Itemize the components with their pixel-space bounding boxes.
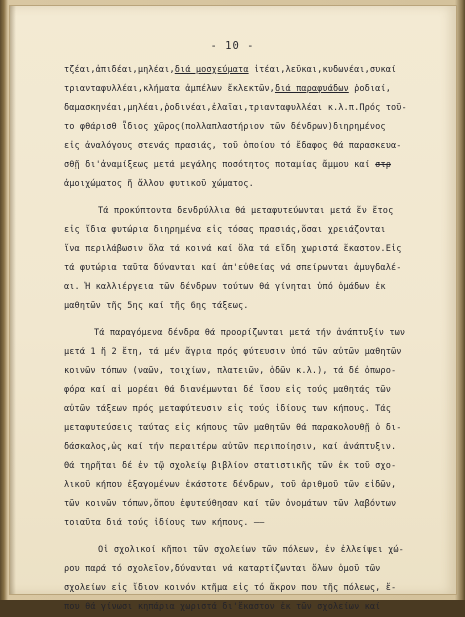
text-segment: ἀμοιχώματος ἤ ἄλλου φυτικοῦ χώματος. (64, 179, 254, 189)
text-line (64, 400, 444, 419)
text-segment: τριανταφυλλέαι,κλήματα ἀμπέλων ἔκλεκτῶν, (64, 84, 275, 94)
text-line (64, 419, 444, 438)
text-line (64, 598, 444, 617)
text-segment: αὐτῶν τάξεων πρός μεταφύτευσιν εἰς τούς ἰδίους των κήπους. Τάς (64, 404, 391, 414)
text-line (64, 278, 444, 297)
text-line (64, 438, 444, 457)
text-segment: Τά παραγόμενα δένδρα θά προορίζωνται μετά τήν ἀνάπτυξίν των (94, 328, 406, 338)
text-line (64, 476, 444, 495)
text-segment: δαμασκηνέαι,μηλέαι,ῥοδινέαι,ἐλαῖαι,τριανταφυλλέαι κ.λ.π.Πρός τοῦ- (64, 103, 407, 113)
text-segment: Τά προκύπτοντα δενδρύλλια θά μεταφυτεύωνται μετά ἕν ἔτος (98, 206, 394, 216)
text-segment: ρου παρά τό σχολεῖον,δύνανται νά καταρτίζωνται ὅλων ὁμοῦ τῶν (64, 564, 381, 574)
text-segment: ἰτέαι,λεῦκαι,κυδωνέαι,συκαί (248, 65, 397, 75)
paragraph-gap (64, 194, 444, 202)
text-segment: ῥοδιαί, (348, 84, 392, 94)
text-segment: φόρα καί αἱ μορέαι θά διανέμωνται δέ ἴσου εἰς τούς μαθητάς τῶν (64, 385, 391, 395)
binding-shadow (10, 6, 16, 594)
text-line (64, 324, 444, 343)
text-segment: εἰς ἀναλόγους στενάς πρασιάς, τοῦ ὁποίου τό ἔδαφος θά παρασκευα- (64, 141, 402, 151)
text-segment: τά φυτώρια ταῦτα δύνανται καί ἀπ'εὐθείας νά σπείρωνται ἀμυγδαλέ- (64, 263, 402, 273)
text-line (64, 560, 444, 579)
document-body (64, 61, 444, 617)
paragraph-gap (64, 533, 444, 541)
text-segment: μαθητῶν τῆς 5ης καί τῆς 6ης τάξεως. (64, 301, 249, 311)
text-line (64, 202, 444, 221)
text-segment: μεταφυτεύσεις ταύτας εἰς κήπους τῶν μαθητῶν θά παρακολουθῇ ὁ δι- (64, 423, 402, 433)
text-line (64, 156, 444, 175)
text-line (64, 61, 444, 80)
underlined-text: διά παραφυάδων (274, 84, 349, 94)
text-segment: δάσκαλος,ὡς καί τήν περαιτέρω αὐτῶν περιποίησιν, καί ἀνάπτυξιν. (64, 442, 397, 452)
underlined-text: διά μοσχεύματα (174, 65, 249, 75)
text-line (64, 99, 444, 118)
text-line (64, 137, 444, 156)
text-segment: Θά τηρῆται δέ ἐν τῷ σχολείῳ βιβλίον στατιστικῆς τῶν ἐκ τοῦ σχο- (64, 461, 397, 471)
text-segment: τζέαι,ἀπιδέαι,μηλέαι, (64, 65, 175, 75)
page-number: - 10 - (210, 40, 255, 52)
text-line (64, 514, 444, 533)
text-segment: κοινῶν τόπων (ναῶν, τοιχίων, πλατειῶν, ὁδῶν κ.λ.), τά δέ ὀπωρο- (64, 366, 397, 376)
text-segment: τοιαῦτα διά τούς ἰδίους των κήπους. —— (64, 518, 265, 528)
text-line (64, 457, 444, 476)
text-line (64, 297, 444, 316)
text-line (64, 118, 444, 137)
text-segment: μετά 1 ἤ 2 ἔτη, τά μέν ἄγρια πρός φύτευσιν ὑπό τῶν αὐτῶν μαθητῶν (64, 347, 402, 357)
text-line (64, 221, 444, 240)
paragraph-gap (64, 316, 444, 324)
text-line (64, 80, 444, 99)
text-line (64, 259, 444, 278)
text-line (64, 579, 444, 598)
text-line (64, 362, 444, 381)
text-segment: τῶν κοινῶν τόπων,ὅπου ἐφυτεύθησαν καί τῶν ὀνομάτων τῶν λαβόντων (64, 499, 397, 509)
text-segment: σθῇ δι'ἀναμίξεως μετά μεγάλης ποσότητος ποταμίας ἄμμου καί (64, 160, 376, 170)
text-line (64, 175, 444, 194)
text-line (64, 541, 444, 560)
text-segment: ἵνα περιλάβωσιν ὅλα τά κοινά καί ὅλα τά εἴδη χωριστά ἕκαστον.Εἰς (64, 244, 402, 254)
text-line (64, 381, 444, 400)
text-line (64, 495, 444, 514)
text-segment: αι. Ἡ καλλιέργεια τῶν δένδρων τούτων θά γίνηται ὑπό ὁμάδων ἐκ (64, 282, 386, 292)
text-line (64, 240, 444, 259)
text-segment: λικοῦ κήπου ἐξαγομένων ἑκάστοτε δένδρων, τοῦ ἀριθμοῦ τῶν εἰδῶν, (64, 480, 397, 490)
text-line (64, 343, 444, 362)
text-segment: το φθάρισθ ῗδιος χῶρος(πολλαπλαστήριον τῶν δένδρων)διηρημένος (64, 122, 386, 132)
struck-text: στρ (375, 160, 391, 170)
text-segment: εἰς ἴδια φυτώρια διηρημένα εἰς τόσας πρασιάς,ὅσαι χρειάζονται (64, 225, 386, 235)
text-segment: σχολείων εἰς ἴδιον κοινόν κτῆμα εἰς τό ἄκρον που τῆς πόλεως, ἔ- (64, 583, 397, 593)
text-segment: Οἱ σχολικοί κῆποι τῶν σχολείων τῶν πόλεων, ἐν ἐλλείψει χώ- (98, 545, 404, 555)
text-segment: που θά γίνωσι κηπάρια χωριστά δι'ἕκαστον ἐκ τῶν σχολείων καί (64, 602, 381, 612)
